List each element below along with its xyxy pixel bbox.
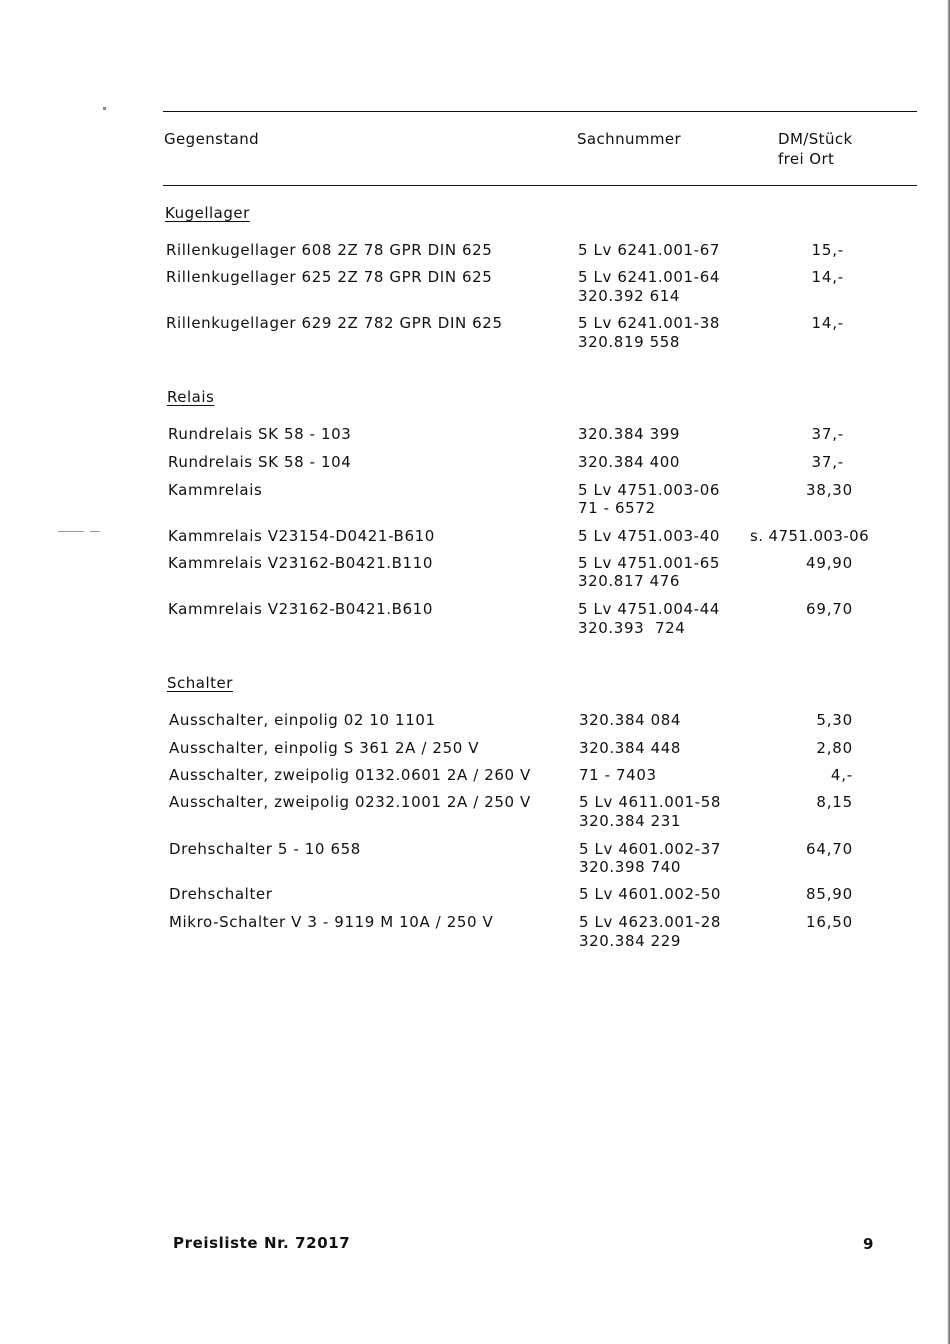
table-row-item: Ausschalter, einpolig 02 10 1101 xyxy=(169,711,436,729)
table-row-price: 37,- xyxy=(811,425,844,443)
table-row-number: 5 Lv 4601.002-50 xyxy=(579,885,721,903)
table-row-number: 5 Lv 4751.003-06 xyxy=(578,481,720,499)
scan-mark xyxy=(58,531,84,532)
table-row-price: 5,30 xyxy=(816,711,853,729)
table-row-price: 15,- xyxy=(811,241,844,259)
section-title-schalter: Schalter xyxy=(167,674,233,692)
table-row-item: Ausschalter, einpolig S 361 2A / 250 V xyxy=(169,739,480,757)
table-row-number-secondary: 320.384 229 xyxy=(579,932,682,950)
table-row-number: 71 - 7403 xyxy=(579,766,657,784)
table-row-item: Ausschalter, zweipolig 0232.1001 2A / 250 V xyxy=(169,793,531,811)
table-row-number-secondary: 320.398 740 xyxy=(579,858,682,876)
table-row-price: 38,30 xyxy=(806,481,853,499)
header-number-column: Sachnummer xyxy=(577,130,682,148)
table-row-number-secondary: 320.817 476 xyxy=(578,572,681,590)
scan-mark xyxy=(90,531,100,532)
section-title-relais: Relais xyxy=(167,388,215,406)
table-row-price: 14,- xyxy=(811,268,844,286)
table-row-item: Kammrelais V23162-B0421.B610 xyxy=(168,600,433,618)
table-row-price: 69,70 xyxy=(806,600,853,618)
table-row-price: 64,70 xyxy=(806,840,853,858)
table-row-item: Kammrelais xyxy=(168,481,263,499)
table-row-item: Rillenkugellager 608 2Z 78 GPR DIN 625 xyxy=(166,241,493,259)
table-row-item: Rundrelais SK 58 - 104 xyxy=(168,453,352,471)
table-row-price: 49,90 xyxy=(806,554,853,572)
section-title-kugellager: Kugellager xyxy=(165,204,250,222)
table-row-number: 320.384 448 xyxy=(579,739,682,757)
table-row-number: 5 Lv 6241.001-38 xyxy=(578,314,720,332)
table-row-number: 5 Lv 4601.002-37 xyxy=(579,840,721,858)
table-row-price: 14,- xyxy=(811,314,844,332)
header-item-column: Gegenstand xyxy=(164,130,260,148)
table-row-number: 5 Lv 4751.003-40 xyxy=(578,527,720,545)
table-row-number-secondary: 320.384 231 xyxy=(579,812,682,830)
table-row-item: Rundrelais SK 58 - 103 xyxy=(168,425,352,443)
table-row-item: Kammrelais V23154-D0421-B610 xyxy=(168,527,435,545)
table-row-price-reference: s. 4751.003-06 xyxy=(750,527,870,545)
table-row-number-secondary: 320.392 614 xyxy=(578,287,681,305)
footer-title: Preisliste Nr. 72017 xyxy=(173,1234,351,1252)
table-row-number: 5 Lv 4623.001-28 xyxy=(579,913,721,931)
table-row-number: 320.384 399 xyxy=(578,425,681,443)
table-row-number: 5 Lv 4611.001-58 xyxy=(579,793,721,811)
table-row-item: Kammrelais V23162-B0421.B110 xyxy=(168,554,433,572)
table-row-number: 5 Lv 4751.004-44 xyxy=(578,600,720,618)
table-row-number-secondary: 320.393 724 xyxy=(578,619,686,637)
header-price-column-line2: frei Ort xyxy=(778,150,835,168)
table-row-number: 5 Lv 6241.001-67 xyxy=(578,241,720,259)
table-row-number: 320.384 084 xyxy=(579,711,682,729)
table-row-item: Mikro-Schalter V 3 - 9119 M 10A / 250 V xyxy=(169,913,494,931)
table-row-item: Drehschalter 5 - 10 658 xyxy=(169,840,361,858)
scan-speck xyxy=(103,107,106,110)
table-row-price: 4,- xyxy=(830,766,853,784)
table-row-number: 320.384 400 xyxy=(578,453,681,471)
table-row-price: 37,- xyxy=(811,453,844,471)
table-row-item: Drehschalter xyxy=(169,885,273,903)
top-rule xyxy=(163,111,917,112)
table-row-price: 16,50 xyxy=(806,913,853,931)
table-row-price: 8,15 xyxy=(816,793,853,811)
page-number: 9 xyxy=(863,1235,875,1253)
header-rule xyxy=(163,185,917,186)
table-row-number: 5 Lv 4751.001-65 xyxy=(578,554,720,572)
table-row-number-secondary: 320.819 558 xyxy=(578,333,681,351)
table-row-price: 2,80 xyxy=(816,739,853,757)
table-row-item: Ausschalter, zweipolig 0132.0601 2A / 260 V xyxy=(169,766,531,784)
table-row-item: Rillenkugellager 629 2Z 782 GPR DIN 625 xyxy=(166,314,503,332)
table-row-number-secondary: 71 - 6572 xyxy=(578,499,656,517)
table-row-item: Rillenkugellager 625 2Z 78 GPR DIN 625 xyxy=(166,268,493,286)
table-row-number: 5 Lv 6241.001-64 xyxy=(578,268,720,286)
table-row-price: 85,90 xyxy=(806,885,853,903)
header-price-column-line1: DM/Stück xyxy=(778,130,853,148)
